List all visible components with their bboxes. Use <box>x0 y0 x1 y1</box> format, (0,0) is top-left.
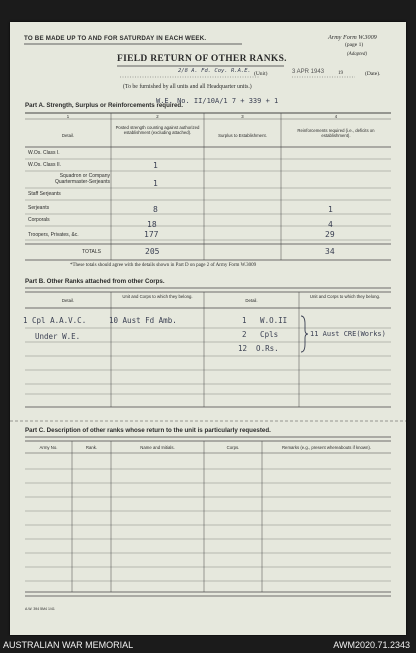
part-a-note: *These totals should agree with the details shown in Part D on page 2 of Army Form W.3009 <box>70 263 257 268</box>
date-stamp: 3 APR 1943 <box>292 69 325 75</box>
row-posted-value: 1 <box>153 179 158 188</box>
date-label: (Date). <box>365 71 381 77</box>
part-b-header-unit-right: Unit and Corps to which they belong. <box>309 294 381 299</box>
row-detail: Corporals <box>28 217 50 223</box>
row-detail: Troopers, Privates, &c. <box>28 232 79 238</box>
row-posted-value: 18 <box>147 220 157 229</box>
part-c-heading: Part C. Description of other ranks whose return to the unit is particularly requested. <box>25 427 271 434</box>
form-sheet <box>10 22 406 635</box>
part-c-header-name: Name and Initials. <box>140 445 175 450</box>
top-note: TO BE MADE UP TO AND FOR SATURDAY IN EACH WEEK. <box>24 35 207 42</box>
form-title: FIELD RETURN OF OTHER RANKS. <box>117 54 287 64</box>
part-b-heading: Part B. Other Ranks attached from other Corps. <box>25 278 165 285</box>
part-b-header-unit-left: Unit and Corps to which they belong. <box>122 294 193 299</box>
part-b-right-line: 12 O.Rs. <box>238 344 279 353</box>
part-b-right-line: 1 W.O.II <box>242 316 288 325</box>
row-reinf-value: 29 <box>325 230 335 239</box>
part-a-header-detail: Detail. <box>61 133 75 138</box>
row-detail: Squadron or Company Quartermaster-Serjeants <box>54 173 110 185</box>
form-adapted: (Adapted) <box>347 52 367 57</box>
unit-label: (Unit) <box>254 71 268 77</box>
part-b-left-line: Under W.E. <box>35 332 81 341</box>
row-posted-value: 177 <box>144 230 159 239</box>
row-posted-value: 1 <box>153 161 158 170</box>
part-b-right-line: 2 Cpls <box>242 330 279 339</box>
form-page: (page 1) <box>345 42 364 48</box>
part-c-header-corps: Corps. <box>226 445 240 450</box>
totals-posted: 205 <box>145 247 160 256</box>
part-b-header-detail-left: Detail. <box>61 298 75 303</box>
part-a-header-posted: Posted strength counting against authorized establishment (excluding attached). <box>115 125 200 135</box>
part-c-header-remarks: Remarks (e.g., present whereabouts if known). <box>281 445 372 450</box>
totals-label: TOTALS <box>82 249 101 255</box>
row-reinf-value: 1 <box>328 205 333 214</box>
part-c-header-army-no: Army No. <box>39 445 58 450</box>
we-number: W.E. No. II/10A/1 7 + 339 + 1 <box>156 97 279 105</box>
row-detail: Serjeants <box>28 205 50 211</box>
unit-name: 2/8 A. Fd. Coy. R.A.E. <box>178 68 251 74</box>
print-code: A.W. 394 5M4 1/41 <box>25 607 55 611</box>
furnished-note: (To be furnished by all units and all Headquarter units.) <box>123 84 252 90</box>
part-a-heading: Part A. Strength, Surplus or Reinforcements required. <box>25 102 183 109</box>
row-posted-value: 8 <box>153 205 158 214</box>
archive-caption <box>0 636 416 653</box>
caption-left: AUSTRALIAN WAR MEMORIAL <box>3 640 134 650</box>
part-a-header-surplus: Surplus to Establishment. <box>218 133 267 138</box>
row-detail: W.Os. Class I. <box>28 150 60 156</box>
part-c-header-rank: Rank. <box>85 445 98 450</box>
part-a-col-num-2: 2 <box>156 114 159 119</box>
part-b-right-unit: 11 Aust CRE(Works) <box>310 330 386 338</box>
year-suffix: 19 <box>338 71 343 76</box>
part-c-table-lines <box>10 22 406 622</box>
part-b-left-line: 1 Cpl A.A.V.C. <box>23 316 87 325</box>
part-a-col-num-1: 1 <box>66 114 70 119</box>
part-b-left-unit: 10 Aust Fd Amb. <box>109 316 177 325</box>
row-reinf-value: 4 <box>328 220 333 229</box>
caption-right: AWM2020.71.2343 <box>333 640 410 650</box>
form-number: Army Form W.3009 <box>328 34 377 41</box>
part-a-header-reinf: Reinforcements required (i.e., deficits on establishment). <box>297 128 375 138</box>
row-detail: W.Os. Class II. <box>28 162 62 168</box>
part-a-col-num-4: 4 <box>334 114 338 119</box>
part-a-col-num-3: 3 <box>241 114 244 119</box>
row-detail: Staff Serjeants <box>28 191 61 197</box>
totals-reinf: 34 <box>325 247 335 256</box>
part-b-header-detail-right: Detail. <box>245 298 258 303</box>
